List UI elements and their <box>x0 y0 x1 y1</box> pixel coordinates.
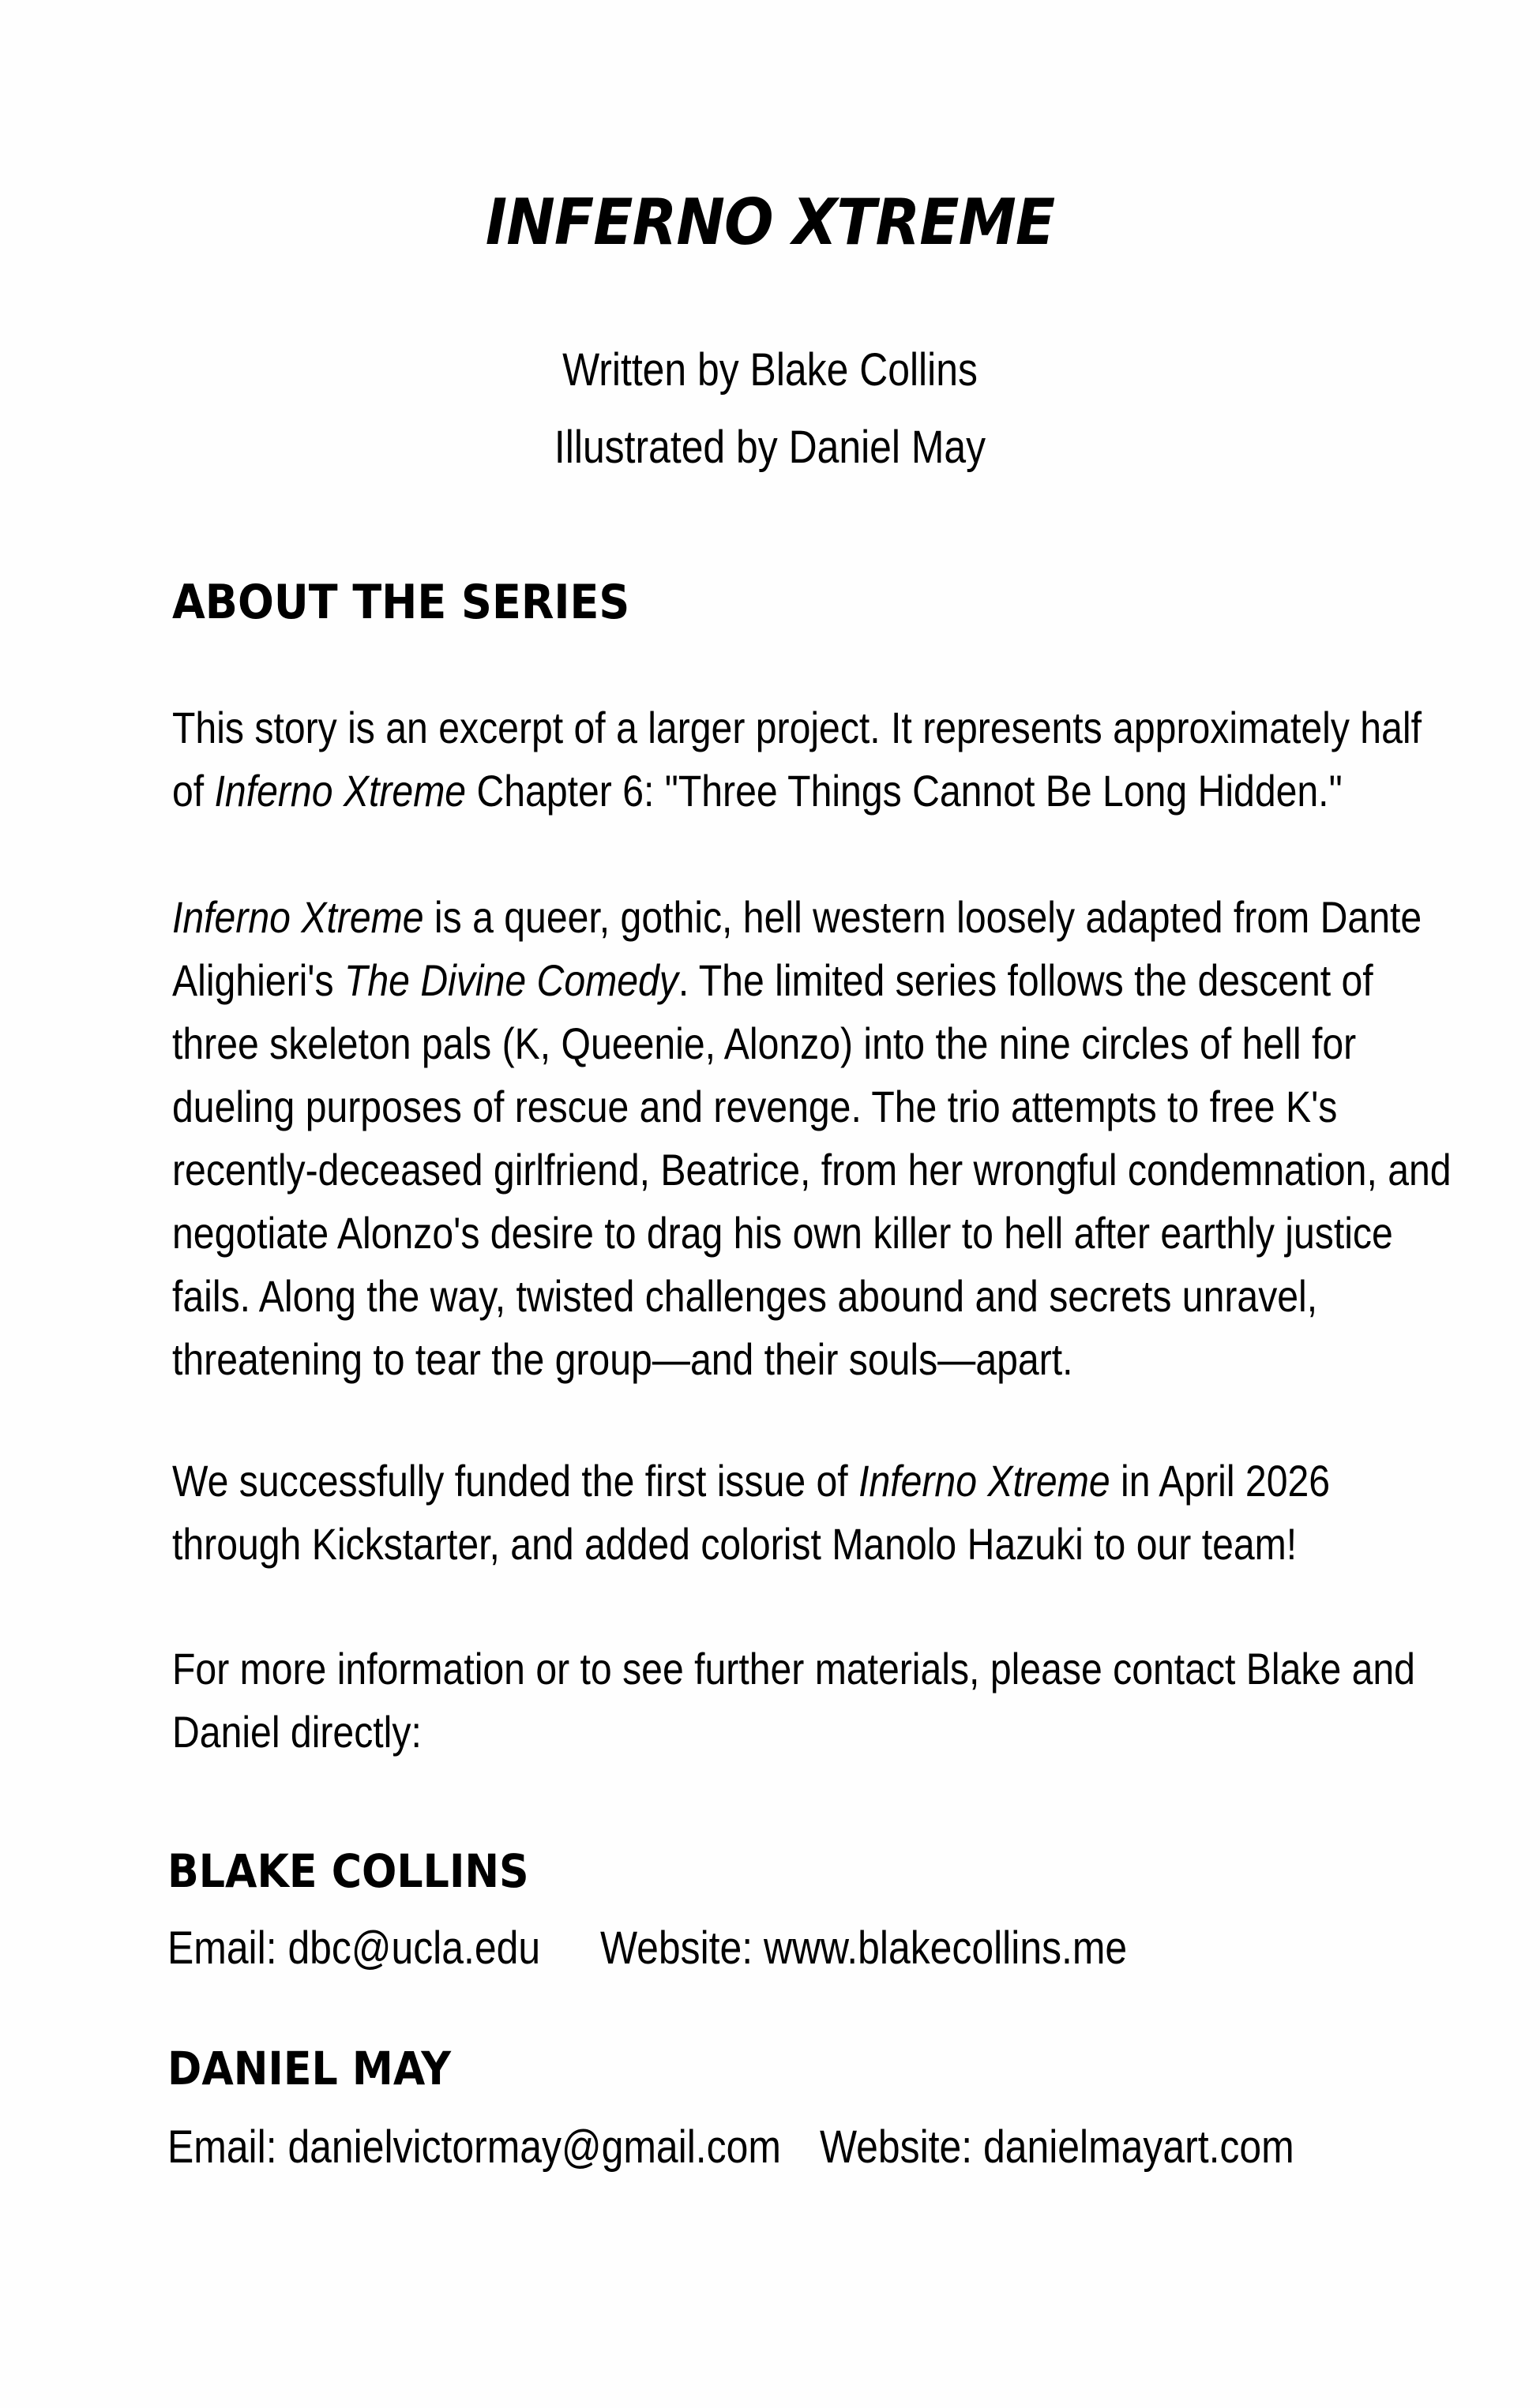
text-line: through Kickstarter, and added colorist Manolo Hazuki to our team! <box>172 1519 1298 1569</box>
text-line: recently-deceased girlfriend, Beatrice, from her wrongful condemnation, and <box>172 1145 1452 1195</box>
blake-email: Email: dbc@ucla.edu <box>167 1922 541 1974</box>
text-line: threatening to tear the group—and their souls—apart. <box>172 1334 1073 1384</box>
text-line: Daniel directly: <box>172 1707 422 1757</box>
text-span: Alighieri's <box>172 955 344 1005</box>
paragraph-synopsis <box>172 886 1515 1391</box>
paragraph-funding <box>172 1450 1515 1576</box>
text-line <box>172 886 1422 949</box>
text-span: of <box>172 766 215 816</box>
text-span: . The limited series follows the descent of <box>678 955 1373 1005</box>
daniel-name-heading: DANIEL MAY <box>167 2042 452 2095</box>
series-title-italic: Inferno Xtreme <box>214 766 467 816</box>
text-line: fails. Along the way, twisted challenges abound and secrets unravel, <box>172 1271 1318 1321</box>
text-line <box>172 760 1343 823</box>
text-line: dueling purposes of rescue and revenge. The trio attempts to free K's <box>172 1082 1338 1131</box>
daniel-website: Website: danielmayart.com <box>820 2121 1294 2173</box>
text-line <box>172 1450 1331 1513</box>
series-title-italic: Inferno Xtreme <box>172 892 424 942</box>
text-span: is a queer, gothic, hell western loosely adapted from Dante <box>423 892 1422 942</box>
written-by-credit: Written by Blake Collins <box>562 344 978 396</box>
blake-website: Website: www.blakecollins.me <box>600 1922 1128 1974</box>
text-line: negotiate Alonzo's desire to drag his own killer to hell after earthly justice <box>172 1208 1393 1258</box>
text-span: We successfully funded the first issue of <box>172 1456 859 1506</box>
paragraph-contact-intro <box>172 1637 1515 1764</box>
text-span: in April 2026 <box>1110 1456 1331 1506</box>
credits <box>0 332 1540 486</box>
text-line <box>172 696 1422 760</box>
text-line: three skeleton pals (K, Queenie, Alonzo) into the nine circles of hell for <box>172 1018 1357 1068</box>
daniel-email: Email: danielvictormay@gmail.com <box>167 2121 781 2173</box>
series-title-italic: Inferno Xtreme <box>858 1456 1110 1506</box>
illustrated-by-credit: Illustrated by Daniel May <box>554 422 986 473</box>
blake-name-heading: BLAKE COLLINS <box>167 1844 529 1898</box>
document-title: INFERNO XTREME <box>485 186 1055 259</box>
text-span: Chapter 6: "Three Things Cannot Be Long Hidden." <box>466 766 1343 816</box>
about-heading: ABOUT THE SERIES <box>172 575 630 630</box>
text-span: This story is an excerpt of a larger project. It represents approximately half <box>172 703 1422 752</box>
text-line <box>172 949 1373 1012</box>
paragraph-excerpt <box>172 696 1515 823</box>
text-line: For more information or to see further materials, please contact Blake and <box>172 1644 1415 1693</box>
book-title-italic: The Divine Comedy <box>344 955 678 1005</box>
